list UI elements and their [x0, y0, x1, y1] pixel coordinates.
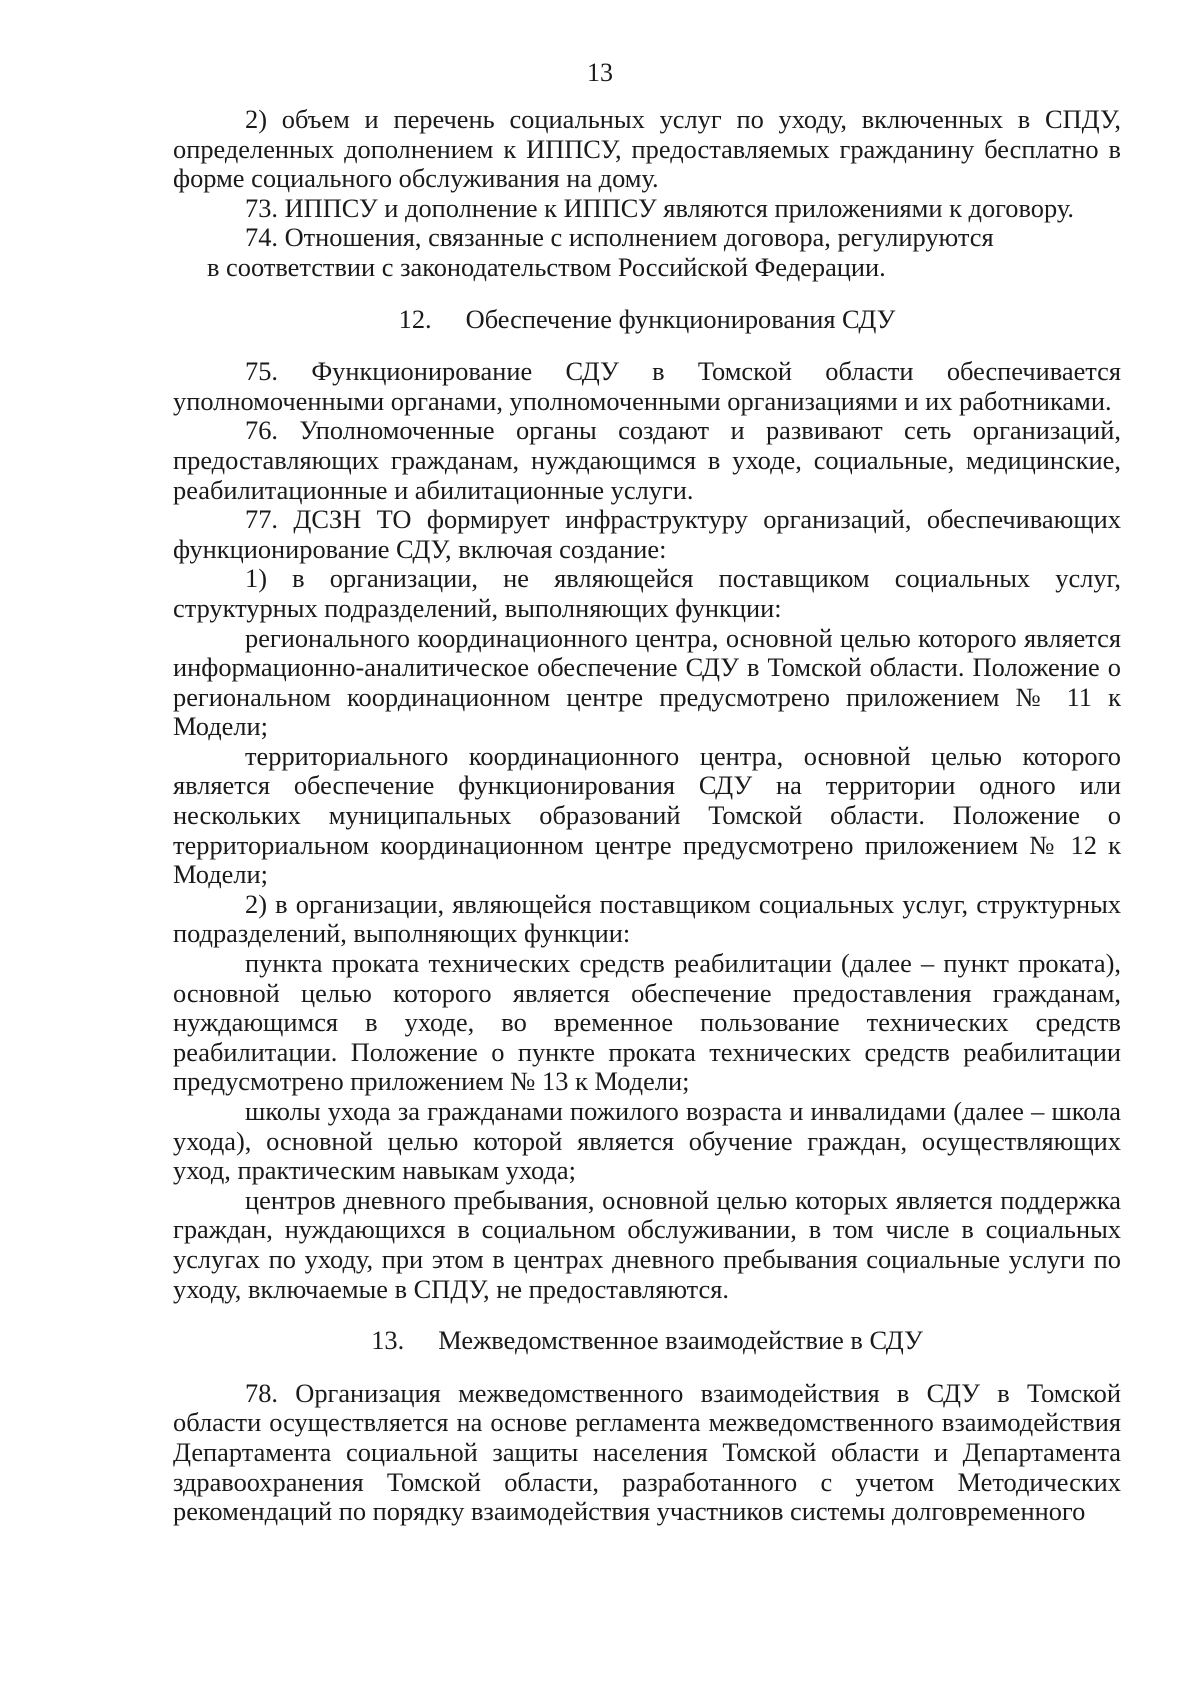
page-number: 13: [587, 58, 613, 87]
paragraph: территориального координационного центра, основной целью которого является обеспечение функционирования СДУ на территории одного или нескольких муниципальных образований Томской области. Положение о территориальном координационном центре предусмотрено приложением № 12 к Модели;: [173, 740, 1121, 890]
section-number: 13.: [371, 1325, 405, 1356]
section-title: Обеспечение функционирования СДУ: [465, 303, 896, 334]
paragraph: 2) объем и перечень социальных услуг по уходу, включенных в СПДУ, определенных дополнением к ИППСУ, предоставляемых гражданину бесплатно в форме социального обслуживания на дому.: [173, 104, 1121, 194]
paragraph: в соответствии с законодательством Российской Федерации.: [207, 251, 886, 282]
paragraph: регионального координационного центра, основной целью которого является информационно-аналитическое обеспечение СДУ в Томской области. Положение о региональном координационном центре предусмотрено приложением № 11 к Модели;: [173, 622, 1121, 742]
paragraph: 78. Организация межведомственного взаимодействия в СДУ в Томской области осуществляется на основе регламента межведомственного взаимодействия Департамента социальной защиты населения Томской области и Департамента здравоохранения Томской области, разработанного с учетом Методических рекомендаций по порядку взаимодействия участников системы долговременного: [173, 1377, 1121, 1527]
paragraph: школы ухода за гражданами пожилого возраста и инвалидами (далее – школа ухода), основной целью которой является обучение граждан, осуществляющих уход, практическим навыкам ухода;: [173, 1096, 1121, 1186]
paragraph: 74. Отношения, связанные с исполнением договора, регулируются: [245, 222, 994, 253]
document-body: [173, 105, 1121, 1527]
section-number: 12.: [398, 303, 432, 334]
section-heading: [173, 305, 1121, 335]
paragraph: 2) в организации, являющейся поставщиком социальных услуг, структурных подразделений, выполняющих функции:: [173, 888, 1121, 949]
paragraph: 77. ДСЗН ТО формирует инфраструктуру организаций, обеспечивающих функционирование СДУ, включая создание:: [173, 504, 1121, 564]
section-title: Межведомственное взаимодействие в СДУ: [438, 1325, 923, 1356]
paragraph: 76. Уполномоченные органы создают и развивают сеть организаций, предоставляющих гражданам, нуждающимся в уходе, социальные, медицинские, реабилитационные и абилитационные услуги.: [173, 415, 1121, 505]
paragraph: 75. Функционирование СДУ в Томской области обеспечивается уполномоченными органами, уполномоченными организациями и их работниками.: [173, 356, 1121, 416]
paragraph: центров дневного пребывания, основной целью которых является поддержка граждан, нуждающихся в социальном обслуживании, в том числе в социальных услугах по уходу, при этом в центрах дневного пребывания социальные услуги по уходу, включаемые в СПДУ, не предоставляются.: [173, 1184, 1121, 1304]
paragraph: 1) в организации, не являющейся поставщиком социальных услуг, структурных подразделений, выполняющих функции:: [173, 563, 1121, 623]
paragraph: пункта проката технических средств реабилитации (далее – пункт проката), основной целью которого является обеспечение предоставления гражданам, нуждающимся в уходе, во временное пользование технических средств реабилитации. Положение о пункте проката технических средств реабилитации предусмотрено приложением № 13 к Модели;: [173, 948, 1121, 1097]
paragraph: 73. ИППСУ и дополнение к ИППСУ являются приложениями к договору.: [245, 192, 1074, 223]
section-heading: [173, 1326, 1121, 1356]
